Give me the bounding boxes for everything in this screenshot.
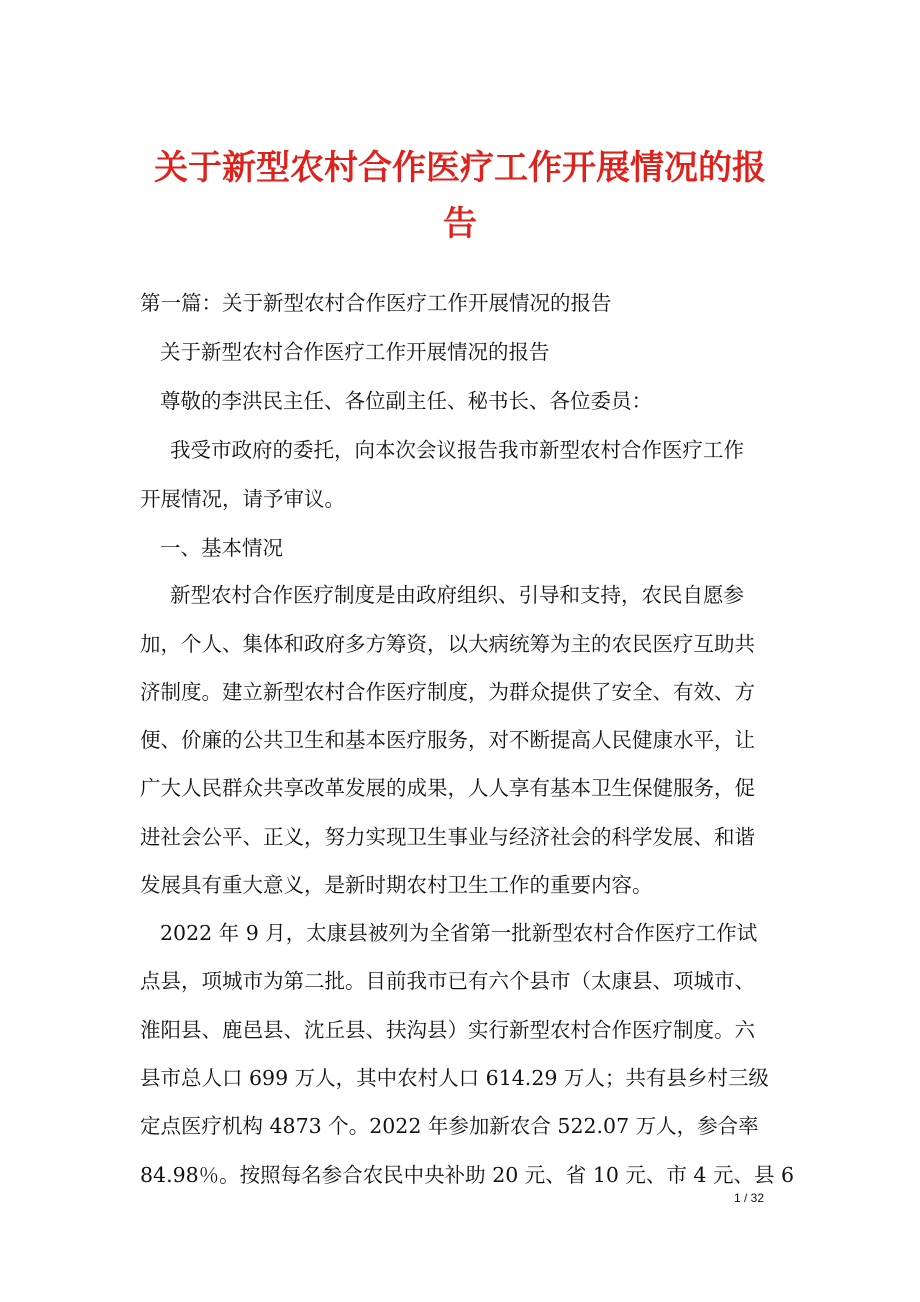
- body-line: 发展具有重大意义，是新时期农村卫生工作的重要内容。: [140, 873, 653, 897]
- body-line: 我受市政府的委托，向本次会议报告我市新型农村合作医疗工作: [170, 438, 744, 462]
- body-line: 84.98％。按照每名参合农民中央补助 20 元、省 10 元、市 4 元、县 6: [140, 1163, 795, 1187]
- body-line: 便、价廉的公共卫生和基本医疗服务，对不断提高人民健康水平，让: [140, 728, 755, 752]
- body-line: 2022 年 9 月，太康县被列为全省第一批新型农村合作医疗工作试: [160, 921, 758, 945]
- body-line: 淮阳县、鹿邑县、沈丘县、扶沟县）实行新型农村合作医疗制度。六: [140, 1018, 755, 1042]
- body-line: 定点医疗机构 4873 个。2022 年参加新农合 522.07 万人，参合率: [140, 1114, 759, 1138]
- section-heading: 第一篇：关于新型农村合作医疗工作开展情况的报告: [140, 291, 612, 315]
- document-title-line-2: 告: [443, 204, 477, 244]
- body-line: 新型农村合作医疗制度是由政府组织、引导和支持，农民自愿参: [170, 583, 744, 607]
- document-title-line-1: 关于新型农村合作医疗工作开展情况的报: [154, 148, 766, 188]
- body-line: 加，个人、集体和政府多方筹资，以大病统筹为主的农民医疗互助共: [140, 632, 755, 656]
- salutation: 尊敬的李洪民主任、各位副主任、秘书长、各位委员：: [160, 389, 652, 413]
- subsection-heading: 一、基本情况: [160, 536, 283, 560]
- body-line: 点县，项城市为第二批。目前我市已有六个县市（太康县、项城市、: [140, 969, 755, 993]
- body-line: 县市总人口 699 万人，其中农村人口 614.29 万人；共有县乡村三级: [140, 1066, 769, 1090]
- page-number: 1 / 32: [734, 1191, 765, 1205]
- body-line: 济制度。建立新型农村合作医疗制度，为群众提供了安全、有效、方: [140, 680, 755, 704]
- body-line: 广大人民群众共享改革发展的成果，人人享有基本卫生保健服务，促: [140, 776, 755, 800]
- report-subtitle: 关于新型农村合作医疗工作开展情况的报告: [160, 340, 550, 364]
- body-line: 开展情况，请予审议。: [140, 487, 345, 511]
- body-line: 进社会公平、正义，努力实现卫生事业与经济社会的科学发展、和谐: [140, 825, 755, 849]
